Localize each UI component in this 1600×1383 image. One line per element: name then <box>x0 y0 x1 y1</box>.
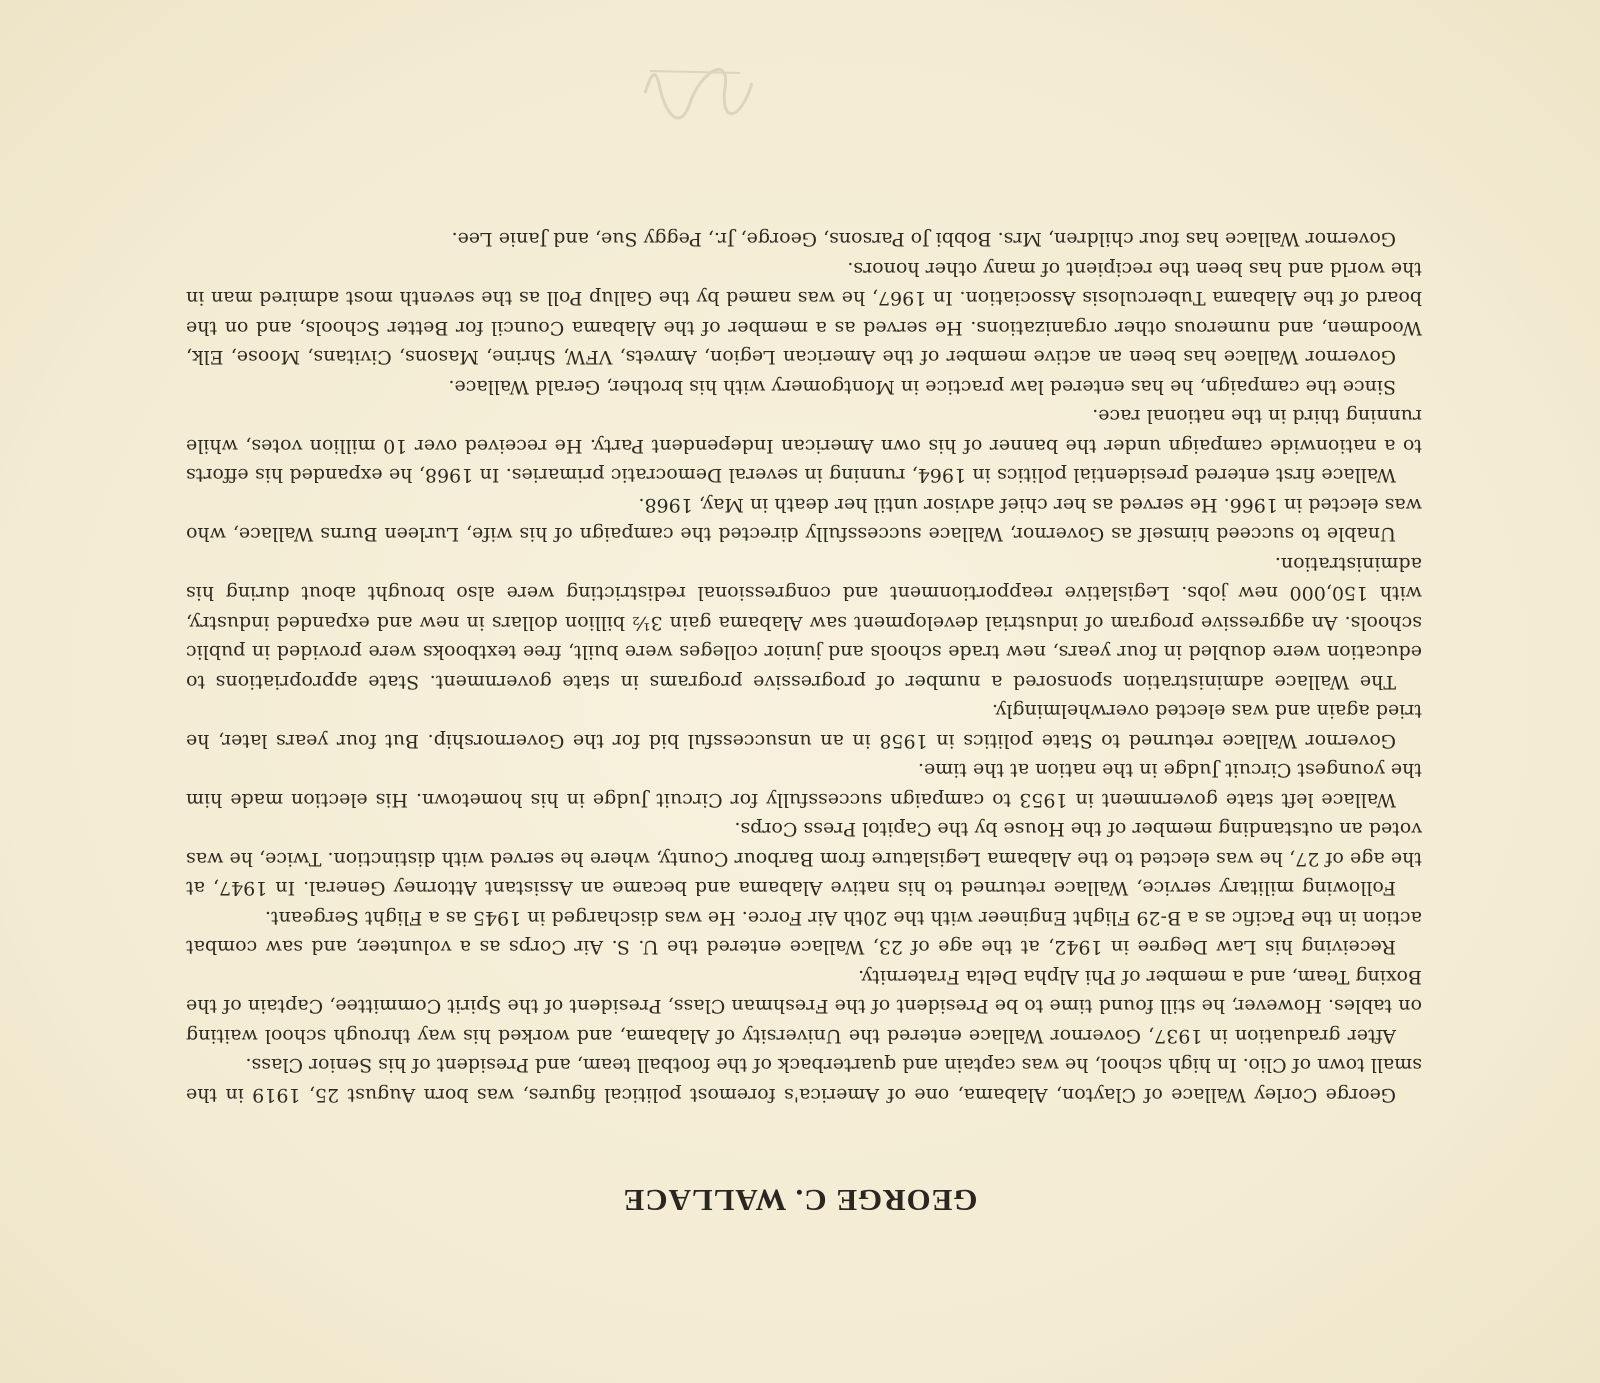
faint-signature-mark <box>640 63 760 133</box>
paragraph-governorship-bid: Governor Wallace returned to State politics in 1958 in an unsuccessful bid for the Governorship. But four years later, he tried again and was elected overwhelmingly. <box>186 700 1422 752</box>
paragraph-presidential: Wallace first entered presidential politics in 1964, running in several Democratic primaries. In 1968, he expanded his efforts to a nationwide campaign under the banner of his own American Independent Party. He received over 10 million votes, while running third in the national race. <box>186 405 1422 487</box>
document-title: GEORGE C. WALLACE <box>622 1183 978 1218</box>
paragraph-memberships: Governor Wallace has been an active member of the American Legion, Amvets, VFW, Shrine, Masons, Civitans, Moose, Elk, Woodmen, and numerous other organizations. He served as a member of the Alabama Council for Better Schools, and on the board of the Alabama Tuberculosis Association. In 1967, he was named by the Gallup Poll as the seventh most admired man in the world and has been the recipient of many other honors. <box>186 258 1422 369</box>
paragraph-university: After graduation in 1937, Governor Wallace entered the University of Alabama, and worked his way through school waiting on tables. However, he still found time to be President of the Freshman Class, President of the Spirit Committee, Captain of the Boxing Team, and a member of Phi Alpha Delta Fraternity. <box>186 966 1422 1047</box>
paragraph-lurleen: Unable to succeed himself as Governor, Wallace successfully directed the campaign of his wife, Lurleen Burns Wallace, who was elected in 1966. He served as her chief advisor until her death in May, 1968. <box>186 494 1422 546</box>
paragraph-children: Governor Wallace has four children, Mrs. Bobbi Jo Parsons, George, Jr., Peggy Sue, and Janie Lee. <box>451 228 1396 251</box>
biography-text <box>186 224 1422 1109</box>
paragraph-legislature: Following military service, Wallace returned to his native Alabama and became an Assistant Attorney General. In 1947, at the age of 27, he was elected to the Alabama Legislature from Barbour County, where he served with distinction. Twice, he was voted an outstanding member of the House by the Capitol Press Corps. <box>186 818 1422 900</box>
paragraph-circuit-judge: Wallace left state government in 1953 to campaign successfully for Circuit Judge in his hometown. His election made him the youngest Circuit Judge in the nation at the time. <box>186 759 1422 811</box>
paragraph-law-practice: Since the campaign, he has entered law practice in Montgomery with his brother, Gerald Wallace. <box>448 376 1396 398</box>
paragraph-administration: The Wallace administration sponsored a number of progressive programs in state government. State appropriations to education were doubled in four years, new trade schools and junior colleges were built, free textbooks were provided in public schools. An aggressive program of industrial development saw Alabama gain 3½ billion dollars in new and expanded industry, with 150,000 new jobs. Legislative reapportionment and congressional redistricting were also brought about during his administration. <box>186 553 1422 693</box>
paragraph-early-life: George Corley Wallace of Clayton, Alabama, one of America's foremost political figures, was born August 25, 1919 in the small town of Clio. In high school, he was captain and quarterback of the football team, and President of his Senior Class. <box>186 1054 1422 1106</box>
paragraph-military: Receiving his Law Degree in 1942, at the age of 23, Wallace entered the U. S. Air Corps as a volunteer, and saw combat action in the Pacific as a B-29 Flight Engineer with the 20th Air Force. He was discharged in 1945 as a Flight Sergeant. <box>186 907 1422 959</box>
